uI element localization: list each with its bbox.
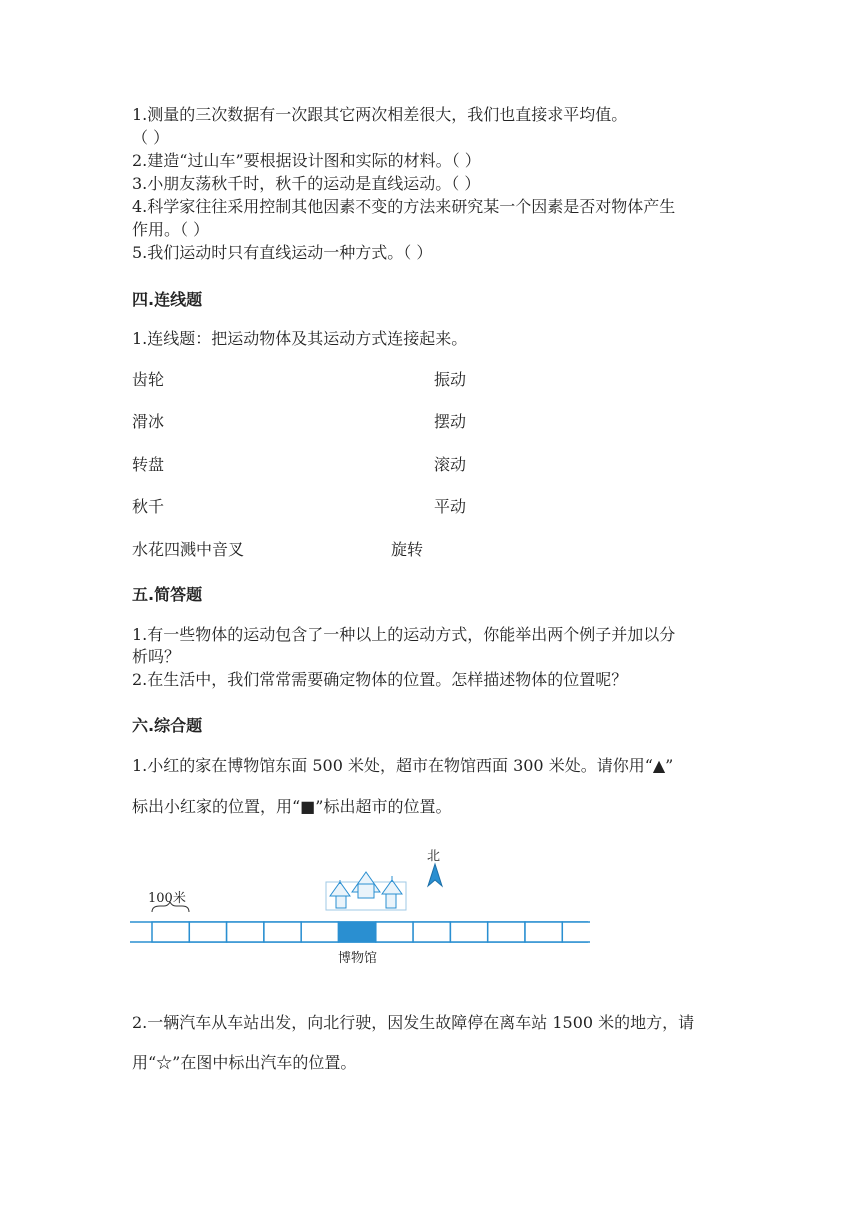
judgement-item-1: 1.测量的三次数据有一次跟其它两次相差很大，我们也直接求平均值。: [132, 105, 628, 124]
north-label: 北: [427, 849, 441, 864]
judgement-item-2: 2.建造“过山车”要根据设计图和实际的材料。（ ）: [132, 151, 481, 170]
number-line-cell[interactable]: [264, 922, 301, 942]
judgement-item-5: 5.我们运动时只有直线运动一种方式。（ ）: [132, 243, 433, 262]
number-line-cell[interactable]: [525, 922, 562, 942]
number-line-map: [130, 842, 590, 972]
matching-left-item: 滑冰: [132, 412, 165, 431]
section-heading-short-answer: 五.简答题: [132, 585, 203, 604]
number-line-cell[interactable]: [562, 922, 590, 942]
section-heading-comprehensive: 六.综合题: [132, 716, 203, 735]
number-line-cell[interactable]: [376, 922, 413, 942]
matching-right-item: 振动: [434, 370, 467, 389]
section-heading-matching: 四.连线题: [132, 290, 203, 309]
short-answer-q1-cont: 析吗？: [132, 647, 181, 666]
number-line-cell[interactable]: [152, 922, 189, 942]
map-figure: [130, 842, 590, 972]
museum-cell[interactable]: [339, 922, 376, 942]
number-line-cell[interactable]: [189, 922, 226, 942]
judgement-item-4: 4.科学家往往采用控制其他因素不变的方法来研究某一个因素是否对物体产生: [132, 197, 676, 216]
number-line-cell[interactable]: [413, 922, 450, 942]
building-illustration: [326, 872, 406, 910]
comprehensive-q2-cont: 用“☆”在图中标出汽车的位置。: [132, 1053, 357, 1072]
matching-left-item: 转盘: [132, 455, 165, 474]
matching-question: 1.连线题：把运动物体及其运动方式连接起来。: [132, 329, 468, 348]
judgement-item-4-cont: 作用。（ ）: [132, 220, 210, 239]
matching-right-item: 滚动: [434, 455, 467, 474]
matching-left-item: 齿轮: [132, 370, 165, 389]
number-line-cell[interactable]: [450, 922, 487, 942]
museum-label: 博物馆: [338, 951, 378, 966]
number-line-cell[interactable]: [301, 922, 338, 942]
matching-right-item: 摆动: [434, 412, 467, 431]
comprehensive-q1: 1.小红的家在博物馆东面 500 米处，超市在物馆西面 300 米处。请你用“▲”: [132, 756, 674, 775]
short-answer-q2: 2.在生活中，我们常常需要确定物体的位置。怎样描述物体的位置呢？: [132, 670, 628, 689]
matching-right-item: 旋转: [391, 540, 424, 559]
comprehensive-q2: 2.一辆汽车从车站出发，向北行驶，因发生故障停在离车站 1500 米的地方，请: [132, 1013, 695, 1032]
number-line-cell[interactable]: [227, 922, 264, 942]
judgement-item-3: 3.小朋友荡秋千时，秋千的运动是直线运动。（ ）: [132, 174, 481, 193]
matching-right-item: 平动: [434, 497, 467, 516]
scale-label: 100米: [148, 891, 186, 906]
short-answer-q1: 1.有一些物体的运动包含了一种以上的运动方式，你能举出两个例子并加以分: [132, 625, 676, 644]
matching-left-item: 水花四溅中音叉: [132, 540, 245, 559]
number-line-cell[interactable]: [488, 922, 525, 942]
comprehensive-q1-cont: 标出小红家的位置，用“■”标出超市的位置。: [132, 797, 452, 816]
matching-left-item: 秋千: [132, 497, 165, 516]
number-line-cells: [130, 922, 590, 942]
north-arrow-icon: [428, 864, 442, 886]
judgement-item-1-blank: （ ）: [132, 128, 170, 147]
